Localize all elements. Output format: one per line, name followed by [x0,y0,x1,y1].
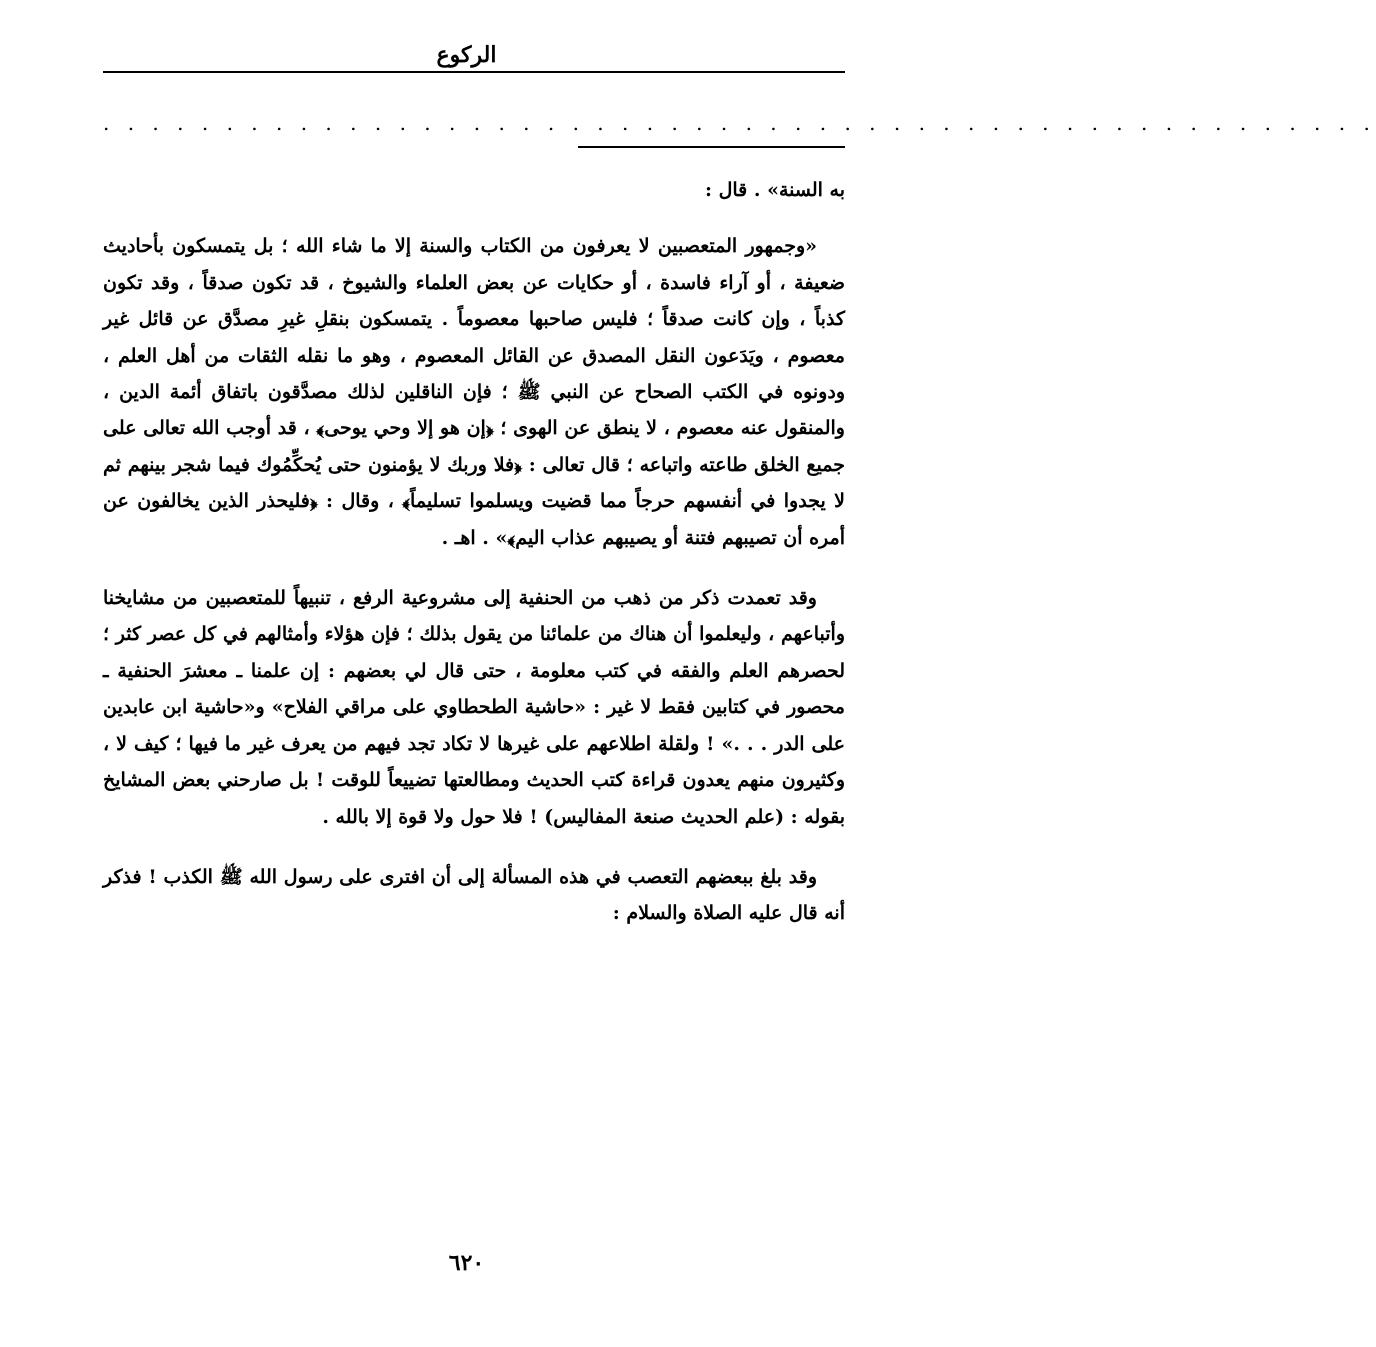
footnote-separator-rule [578,146,845,148]
page-number: ٦٢٠ [448,1250,485,1276]
paragraph-quote: «وجمهور المتعصبين لا يعرفون من الكتاب والسنة إلا ما شاء الله ؛ بل يتمسكون بأحاديث ضعيفة ، أو آراء فاسدة ، أو حكايات عن بعض العلماء والشيوخ ، قد تكون صدقاً ، وقد تكون كذباً ، وإن كانت صدقاً ؛ فليس صاحبها معصوماً . يتمسكون بنقلِ غيرِ مصدَّق عن قائل غير معصوم ، ويَدَعون النقل المصدق عن القائل المعصوم ، وهو ما نقله الثقات من أهل العلم ، ودونوه في الكتب الصحاح عن النبي ﷺ ؛ فإن الناقلين لذلك مصدَّقون باتفاق أئمة الدين ، والمنقول عنه معصوم ، لا ينطق عن الهوى ؛ ﴿إن هو إلا وحي يوحى﴾ ، قد أوجب الله تعالى على جميع الخلق طاعته واتباعه ؛ قال تعالى : ﴿فلا وربك لا يؤمنون حتى يُحكِّمُوك فيما شجر بينهم ثم لا يجدوا في أنفسهم حرجاً مما قضيت ويسلموا تسليماً﴾ ، وقال : ﴿فليحذر الذين يخالفون عن أمره أن تصيبهم فتنة أو يصيبهم عذاب اليم﴾» . اهـ . [103,235,845,549]
paragraph-fabrication: وقد بلغ ببعضهم التعصب في هذه المسألة إلى أن افترى على رسول الله ﷺ الكذب ! فذكر أنه قال عليه الصلاة والسلام : [103,865,845,925]
elision-dots: . . . . . . . . . . . . . . . . . . . . . . . . . . . . . . . . . . . . . . . . . . . . . . . . . . . . [103,111,1376,135]
paragraph-intro: به السنة» . قال : [704,179,845,201]
header-rule [103,71,845,73]
body-text [103,172,845,932]
paragraph-hanafi: وقد تعمدت ذكر من ذهب من الحنفية إلى مشروعية الرفع ، تنبيهاً للمتعصبين من مشايخنا وأتباعهم ، وليعلموا أن هناك من علمائنا من يقول بذلك ؛ فإن هؤلاء وأمثالهم في كل عصر كثر ؛ لحصرهم العلم والفقه في كتب معلومة ، حتى قال لي بعضهم : إن علمنا ـ معشرَ الحنفية ـ محصور في كتابين فقط لا غير : «حاشية الطحطاوي على مراقي الفلاح» و«حاشية ابن عابدين على الدر . . .» ! ولقلة اطلاعهم على غيرها لا تكاد تجد فيهم من يعرف غير ما فيها ؛ كيف لا ، وكثيرون منهم يعدون قراءة كتب الحديث ومطالعتها تضييعاً للوقت ! بل صارحني بعض المشايخ بقوله : (علم الحديث صنعة المفاليس) ! فلا حول ولا قوة إلا بالله . [103,587,845,828]
running-header-title: الركوع [436,42,497,68]
